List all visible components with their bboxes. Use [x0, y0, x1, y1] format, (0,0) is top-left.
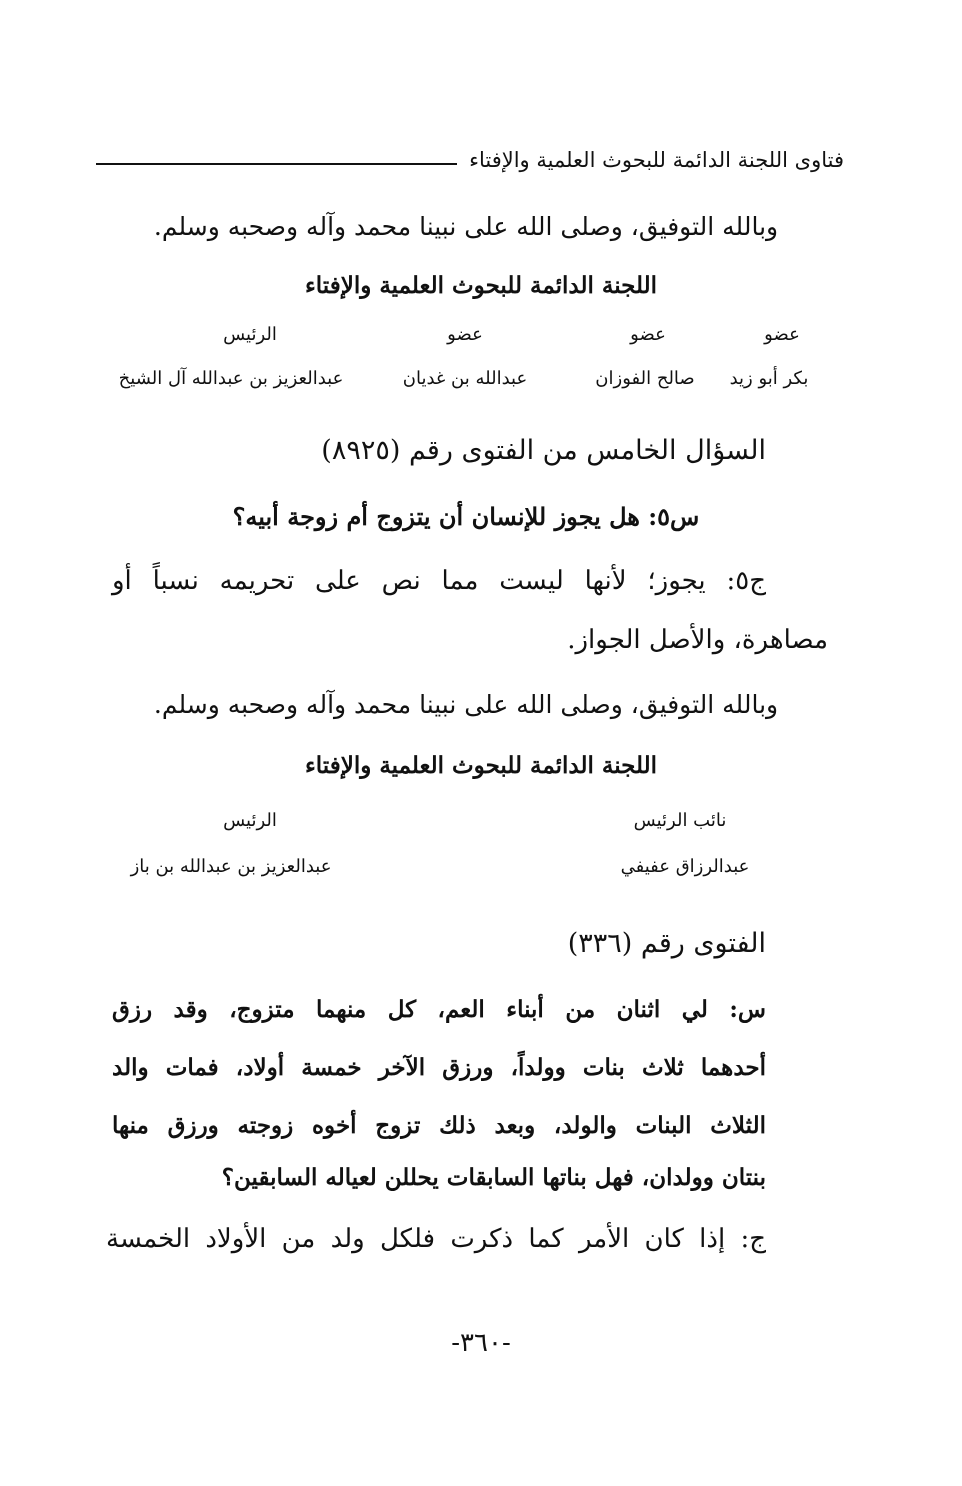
- question-text: بنتان وولدان، فهل بناتها السابقات يحللن لعياله السابقين؟: [221, 1164, 766, 1191]
- signatory-name: عبدالعزيز بن عبدالله آل الشيخ: [118, 368, 344, 389]
- closing-formula: وبالله التوفيق، وصلى الله على نبينا محمد وآله وصحبه وسلم.: [153, 690, 779, 719]
- answer-text: ج٥: يجوز؛ لأنها ليست مما نص على تحريمه نسباً أو: [112, 566, 766, 596]
- signatory-name: عبدالرزاق عفيفي: [620, 856, 750, 877]
- signatory-name: عبدالله بن غديان: [402, 368, 528, 389]
- question-text: أحدهما ثلاث بنات وولداً، ورزق الآخر خمسة أولاد، فمات والد: [112, 1054, 766, 1081]
- header-rule: [96, 163, 457, 165]
- signatory-role: الرئيس: [223, 324, 277, 345]
- committee-name: اللجنة الدائمة للبحوث العلمية والإفتاء: [304, 752, 658, 779]
- closing-formula: وبالله التوفيق، وصلى الله على نبينا محمد وآله وصحبه وسلم.: [153, 212, 779, 241]
- signatory-role: الرئيس: [223, 810, 277, 831]
- question-text: س٥: هل يجوز للإنسان أن يتزوج أم زوجة أبيه؟: [232, 502, 700, 531]
- answer-text: ج: إذا كان الأمر كما ذكرت فلكل ولد من الأولاد الخمسة: [106, 1224, 766, 1254]
- running-header: [96, 140, 844, 180]
- fatwa-heading: السؤال الخامس من الفتوى رقم (٨٩٢٥): [321, 435, 766, 466]
- signatory-name: عبدالعزيز بن عبدالله بن باز: [130, 856, 332, 877]
- signatory-role: عضو: [764, 324, 800, 345]
- question-text: الثلاث البنات والولد، وبعد ذلك تزوج أخوه زوجته ورزق منها: [112, 1112, 766, 1139]
- signatory-name: بكر أبو زيد: [729, 368, 809, 389]
- answer-text: مصاهرة، والأصل الجواز.: [567, 625, 828, 655]
- committee-name: اللجنة الدائمة للبحوث العلمية والإفتاء: [304, 272, 658, 299]
- running-header-title: فتاوى اللجنة الدائمة للبحوث العلمية والإفتاء: [469, 148, 844, 172]
- signatory-role: عضو: [630, 324, 666, 345]
- signatory-role: عضو: [447, 324, 483, 345]
- signatory-name: صالح الفوزان: [595, 368, 695, 389]
- fatwa-heading: الفتوى رقم (٣٣٦): [567, 928, 766, 959]
- page-number: -٣٦٠-: [451, 1328, 511, 1358]
- signatory-role: نائب الرئيس: [633, 810, 727, 831]
- question-text: س: لي اثنان من أبناء العم، كل منهما متزوج، وقد رزق: [112, 996, 766, 1023]
